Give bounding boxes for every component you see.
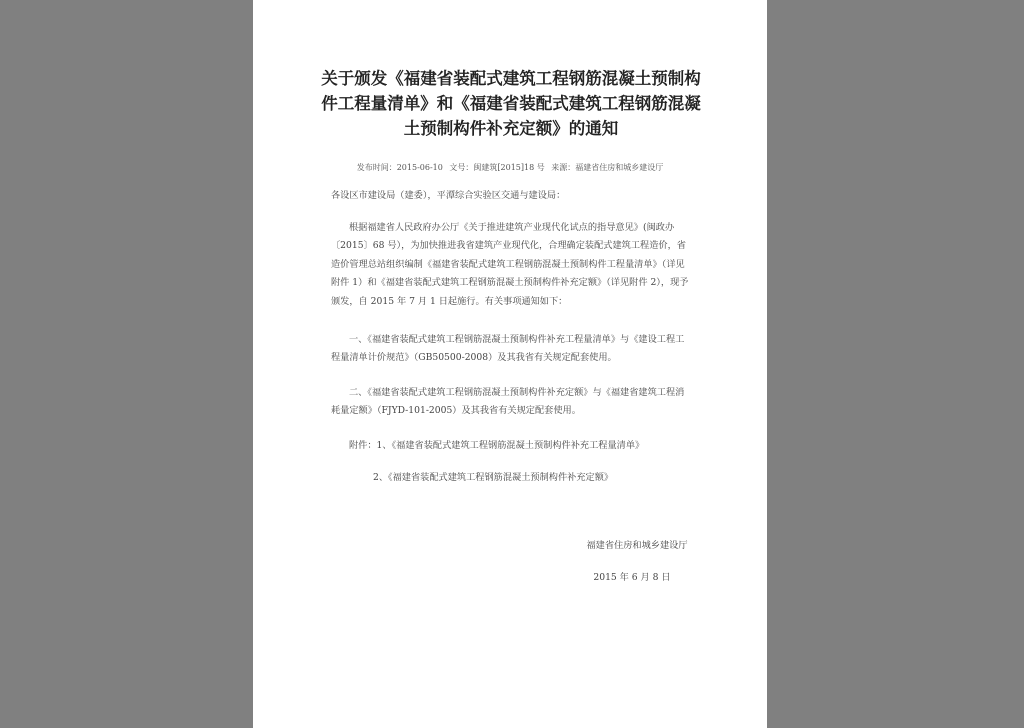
attachment-1: 附件：1、《福建省装配式建筑工程钢筋混凝土预制构件补充工程量清单》 <box>349 440 645 451</box>
document-number: 文号：闽建筑[2015]18 号 <box>449 163 545 172</box>
signature-organization: 福建省住房和城乡建设厅 <box>586 540 688 551</box>
signature-date: 2015 年 6 月 8 日 <box>593 572 671 583</box>
document-title: 关于颁发《福建省装配式建筑工程钢筋混凝土预制构件工程量清单》和《福建省装配式建筑工程钢筋混凝土预制构件补充定额》的通知 <box>321 69 701 138</box>
notice-item-1: 一、《福建省装配式建筑工程钢筋混凝土预制构件补充工程量清单》与《建设工程工程量清单计价规范》（GB50500-2008）及其我省有关规定配套使用。 <box>331 334 685 364</box>
salutation: 各设区市建设局（建委），平潭综合实验区交通与建设局： <box>331 190 566 201</box>
document-meta <box>253 162 767 173</box>
attachment-2: 2、《福建省装配式建筑工程钢筋混凝土预制构件补充定额》 <box>373 472 614 483</box>
body-paragraph-1: 根据福建省人民政府办公厅《关于推进建筑产业现代化试点的指导意见》(闽政办〔2015〕68 号），为加快推进我省建筑产业现代化，合理确定装配式建筑工程造价，省造价管理总站组织编制《福建省装配式建筑工程钢筋混凝土预制构件工程量清单》（详见附件 1）和《福建省装配式建筑工程钢筋混凝土预制构件补充定额》（详见附件 2），现予颁发，自 2015 年 7 月 1 日起施行。有关事项通知如下： <box>331 222 689 307</box>
document-source: 来源：福建省住房和城乡建设厅 <box>551 163 664 172</box>
document-page <box>253 0 767 728</box>
notice-item-2: 二、《福建省装配式建筑工程钢筋混凝土预制构件补充定额》与《福建省建筑工程消耗量定额》（FJYD-101-2005）及其我省有关规定配套使用。 <box>331 387 685 417</box>
publish-date: 发布时间：2015-06-10 <box>356 163 443 172</box>
